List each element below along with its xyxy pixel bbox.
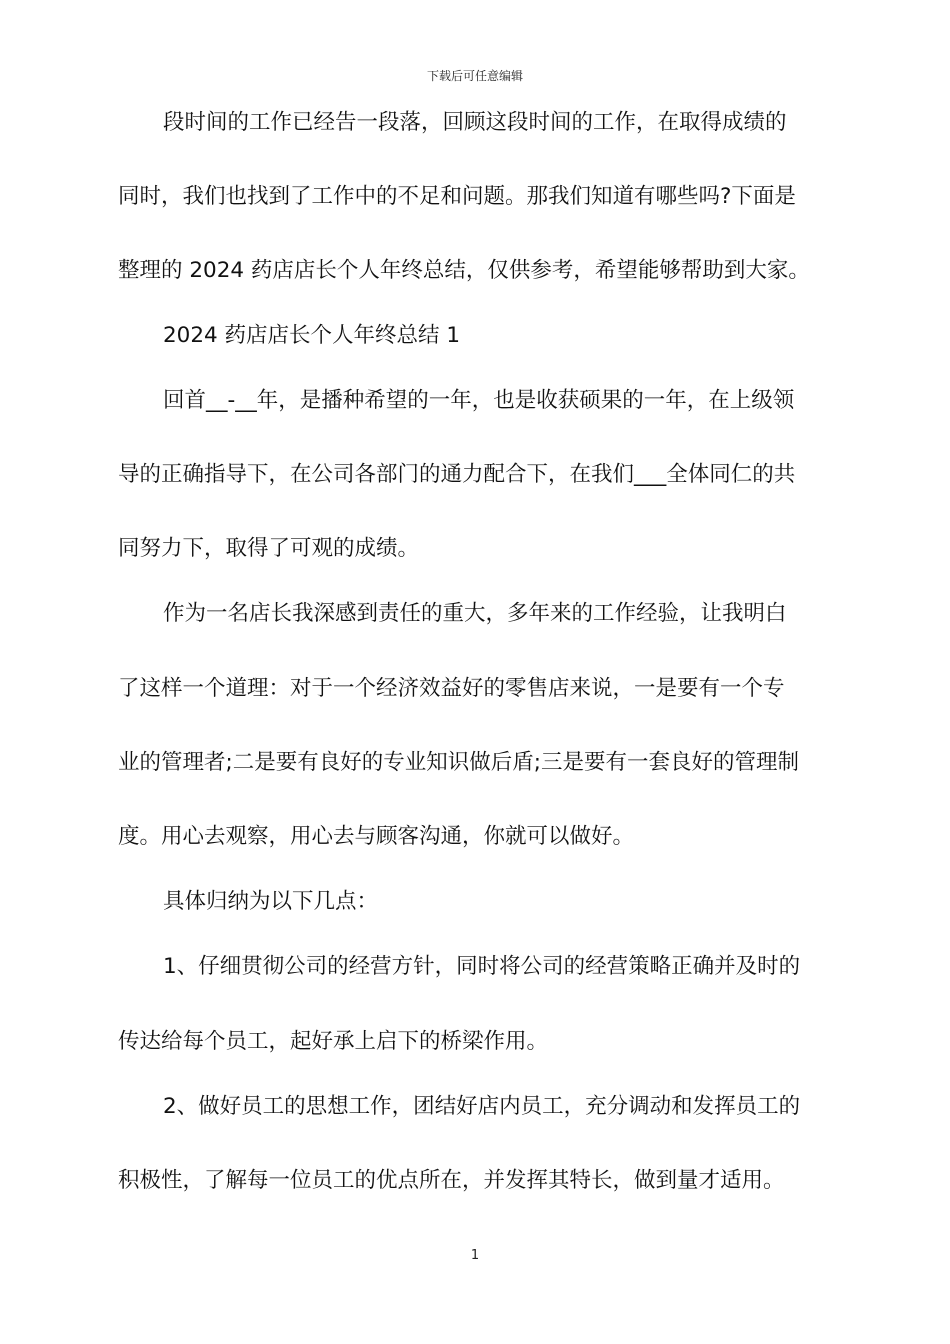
text-line: 同时，我们也找到了工作中的不足和问题。那我们知道有哪些吗?下面是 xyxy=(118,184,796,209)
text-line: 同努力下，取得了可观的成绩。 xyxy=(118,536,420,561)
text-line: 回首__-__年，是播种希望的一年，也是收获硕果的一年，在上级领 xyxy=(163,388,795,413)
section-heading: 2024 药店店长个人年终总结 1 xyxy=(163,323,461,348)
text-line: 积极性，了解每一位员工的优点所在，并发挥其特长，做到量才适用。 xyxy=(118,1168,785,1193)
text-line: 具体归纳为以下几点： xyxy=(163,889,379,914)
page-number: 1 xyxy=(470,1248,480,1263)
text-line: 段时间的工作已经告一段落，回顾这段时间的工作，在取得成绩的 xyxy=(163,110,787,135)
text-line: 整理的 2024 药店店长个人年终总结，仅供参考，希望能够帮助到大家。 xyxy=(118,258,810,283)
text-line: 度。用心去观察，用心去与顾客沟通，你就可以做好。 xyxy=(118,824,635,849)
text-line: 传达给每个员工，起好承上启下的桥梁作用。 xyxy=(118,1029,549,1054)
text-line: 作为一名店长我深感到责任的重大，多年来的工作经验，让我明白 xyxy=(163,601,787,626)
text-line: 了这样一个道理：对于一个经济效益好的零售店来说，一是要有一个专 xyxy=(118,676,785,701)
page-header: 下载后可任意编辑 xyxy=(426,69,523,83)
list-item: 1、仔细贯彻公司的经营方针，同时将公司的经营策略正确并及时的 xyxy=(163,954,801,979)
list-item: 2、做好员工的思想工作，团结好店内员工，充分调动和发挥员工的 xyxy=(163,1094,801,1119)
text-line: 业的管理者;二是要有良好的专业知识做后盾;三是要有一套良好的管理制 xyxy=(118,750,799,775)
text-line: 导的正确指导下，在公司各部门的通力配合下，在我们___全体同仁的共 xyxy=(118,462,796,487)
